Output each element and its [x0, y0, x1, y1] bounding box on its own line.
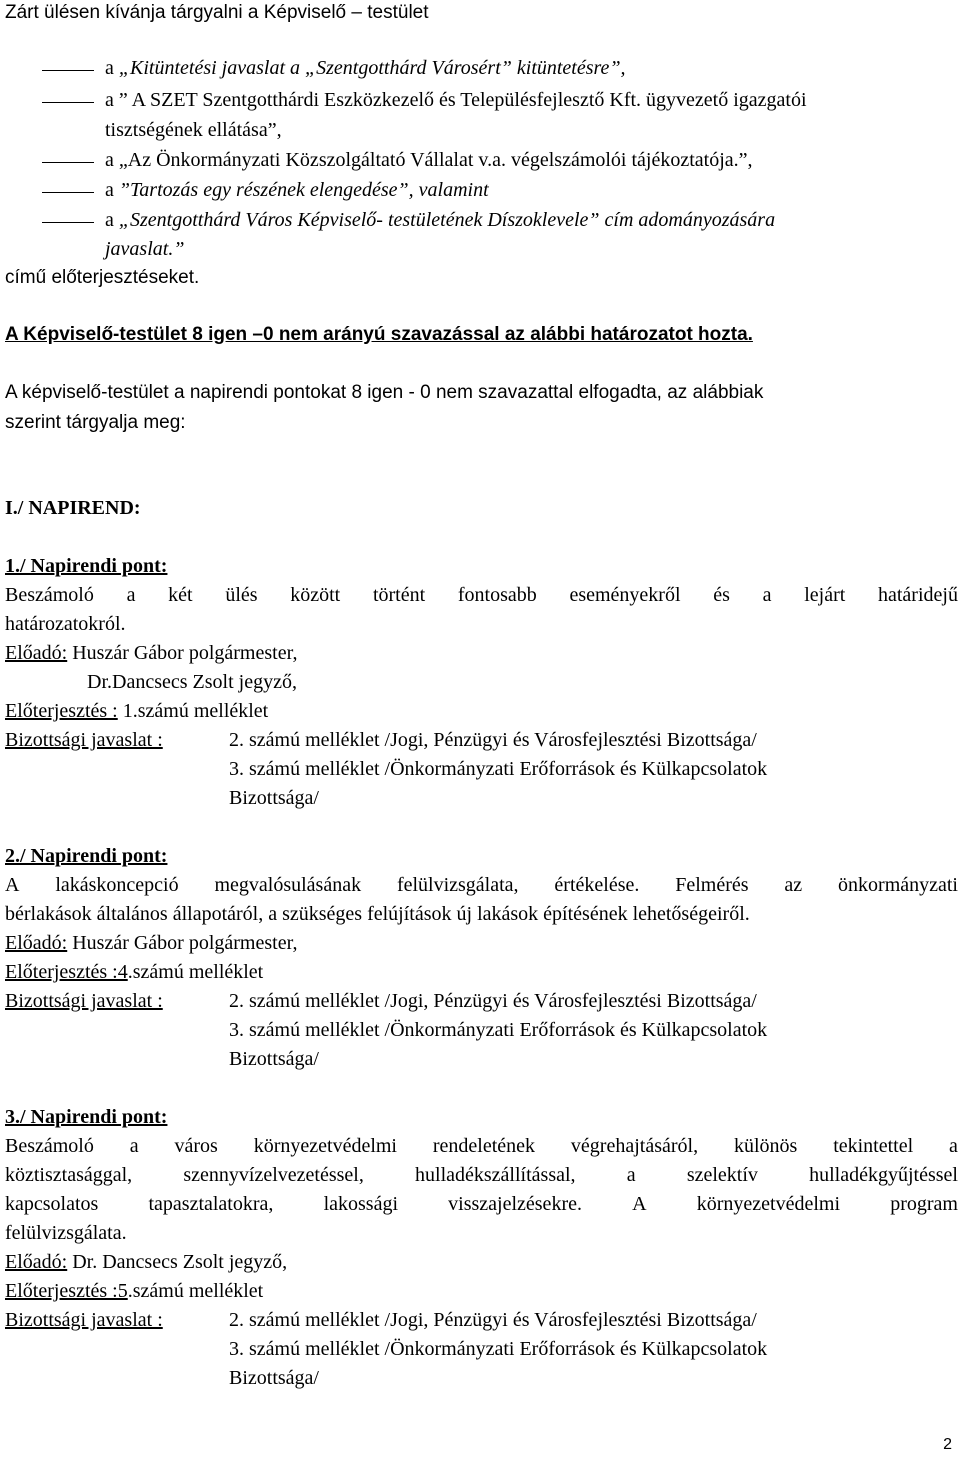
- agenda-decision-line-1: A képviselő-testület a napirendi pontokat 8 igen - 0 nem szavazattal elfogadta, az alábbiak: [5, 382, 764, 403]
- submission-label: Előterjesztés :4: [5, 961, 128, 983]
- closing-line: című előterjesztéseket.: [5, 267, 200, 288]
- agenda-decision-line-2: szerint tárgyalja meg:: [5, 412, 186, 433]
- agenda-point-3-heading-text: 3./ Napirendi pont:: [5, 1106, 168, 1128]
- agenda-point-2-heading: [5, 843, 167, 869]
- presenter-label: Előadó:: [5, 642, 68, 664]
- agenda-point-1-committee-1: 2. számú melléklet /Jogi, Pénzügyi és Városfejlesztési Bizottsága/: [229, 729, 757, 751]
- submission-value: 1.számú melléklet: [117, 700, 269, 722]
- closed-item-4-text: ”Tartozás egy részének elengedése”, valamint: [118, 179, 489, 201]
- agenda-point-1-presenter-2: Dr.Dancsecs Zsolt jegyző,: [87, 671, 297, 693]
- agenda-point-3-committee-1: 2. számú melléklet /Jogi, Pénzügyi és Városfejlesztési Bizottsága/: [229, 1309, 757, 1331]
- list-dash: [42, 102, 94, 103]
- agenda-point-1-committee-2: 3. számú melléklet /Önkormányzati Erőforrások és Külkapcsolatok: [229, 758, 768, 780]
- section-title: I./ NAPIREND:: [5, 497, 141, 519]
- agenda-point-1-subject-1: Beszámoló a két ülés között történt fontosabb eseményekről és a lejárt határidejű: [5, 584, 958, 606]
- closed-item-1: a „Kitüntetési javaslat a „Szentgotthárd Városért” kitüntetésre”,: [105, 57, 626, 79]
- agenda-point-1-subject-2: határozatokról.: [5, 613, 126, 635]
- submission-label: Előterjesztés :: [5, 700, 118, 722]
- submission-value: .számú melléklet: [127, 961, 264, 983]
- agenda-point-3-subject-1: Beszámoló a város környezetvédelmi rendeletének végrehajtásáról, különös tekintettel a: [5, 1135, 958, 1157]
- agenda-point-2-submission: [5, 959, 263, 985]
- agenda-point-3-committee-label: [5, 1307, 163, 1333]
- agenda-point-1-heading: [5, 553, 167, 579]
- agenda-point-3-committee-2: 3. számú melléklet /Önkormányzati Erőforrások és Külkapcsolatok: [229, 1338, 768, 1360]
- list-dash: [42, 162, 94, 163]
- agenda-point-3-subject-4: felülvizsgálata.: [5, 1222, 127, 1244]
- agenda-point-2-presenter: [5, 930, 297, 956]
- agenda-point-1-committee-3: Bizottsága/: [229, 787, 319, 809]
- agenda-point-2-committee-3: Bizottsága/: [229, 1048, 319, 1070]
- closed-item-2: a ” A SZET Szentgotthárdi Eszközkezelő és Településfejlesztő Kft. ügyvezető igazgatói: [105, 89, 807, 111]
- agenda-point-2-subject-2: bérlakások általános állapotáról, a szükséges felújítások új lakások építésének lehetőségeiről.: [5, 903, 750, 925]
- resolution-heading-text: A Képviselő-testület 8 igen –0 nem arányú szavazással az alábbi határozatot hozta.: [5, 324, 753, 345]
- list-dash: [42, 70, 94, 71]
- agenda-point-3-presenter: [5, 1249, 287, 1275]
- closed-item-3-text: „Az Önkormányzati Közszolgáltató Vállalat v.a. végelszámolói tájékoztatója.”,: [118, 149, 753, 171]
- closed-item-4: a ”Tartozás egy részének elengedése”, valamint: [105, 179, 489, 201]
- agenda-point-2-subject-1: A lakáskoncepció megvalósulásának felülvizsgálata, értékelése. Felmérés az önkormányzati: [5, 874, 958, 896]
- agenda-point-1-submission: [5, 698, 268, 724]
- committee-label-text: Bizottsági javaslat :: [5, 990, 163, 1012]
- agenda-point-3-subject-2: köztisztasággal, szennyvízelvezetéssel, hulladékszállítással, a szelektív hulladékgyűjtéssel: [5, 1164, 958, 1186]
- list-dash: [42, 222, 94, 223]
- list-dash: [42, 192, 94, 193]
- closed-item-2-text: ” A SZET Szentgotthárdi Eszközkezelő és Településfejlesztő Kft. ügyvezető igazgatói: [118, 89, 807, 111]
- agenda-point-1-presenter: [5, 640, 297, 666]
- closed-item-1-text: „Kitüntetési javaslat a „Szentgotthárd Városért” kitüntetésre”,: [118, 57, 626, 79]
- agenda-point-2-committee-1: 2. számú melléklet /Jogi, Pénzügyi és Városfejlesztési Bizottsága/: [229, 990, 757, 1012]
- resolution-heading: [5, 322, 753, 348]
- closed-item-3: a „Az Önkormányzati Közszolgáltató Vállalat v.a. végelszámolói tájékoztatója.”,: [105, 149, 753, 171]
- agenda-point-3-committee-3: Bizottsága/: [229, 1367, 319, 1389]
- intro-line: Zárt ülésen kívánja tárgyalni a Képviselő – testület: [5, 2, 429, 23]
- agenda-point-3-subject-3: kapcsolatos tapasztalatokra, lakossági visszajelzésekre. A környezetvédelmi program: [5, 1193, 958, 1215]
- presenter-label: Előadó:: [5, 1251, 68, 1273]
- presenter-name: Huszár Gábor polgármester,: [67, 932, 298, 954]
- closed-item-5: a „Szentgotthárd Város Képviselő- testületének Díszoklevele” cím adományozására: [105, 209, 776, 231]
- agenda-point-1-heading-text: 1./ Napirendi pont:: [5, 555, 168, 577]
- submission-value: .számú melléklet: [127, 1280, 264, 1302]
- agenda-point-3-heading: [5, 1104, 167, 1130]
- agenda-point-2-committee-label: [5, 988, 163, 1014]
- presenter-name: Huszár Gábor polgármester,: [67, 642, 298, 664]
- agenda-point-1-committee-label: [5, 727, 163, 753]
- agenda-point-2-heading-text: 2./ Napirendi pont:: [5, 845, 168, 867]
- presenter-label: Előadó:: [5, 932, 68, 954]
- committee-label-text: Bizottsági javaslat :: [5, 729, 163, 751]
- closed-item-5-cont: [105, 236, 184, 262]
- agenda-point-3-submission: [5, 1278, 263, 1304]
- committee-label-text: Bizottsági javaslat :: [5, 1309, 163, 1331]
- agenda-point-2-committee-2: 3. számú melléklet /Önkormányzati Erőforrások és Külkapcsolatok: [229, 1019, 768, 1041]
- presenter-name: Dr. Dancsecs Zsolt jegyző,: [67, 1251, 288, 1273]
- page-number: 2: [943, 1436, 952, 1453]
- closed-item-5-text: „Szentgotthárd Város Képviselő- testületének Díszoklevele” cím adományozására: [118, 209, 776, 231]
- closed-item-5-cont-text: javaslat.”: [105, 238, 185, 260]
- submission-label: Előterjesztés :5: [5, 1280, 128, 1302]
- closed-item-2-cont: tisztségének ellátása”,: [105, 119, 282, 141]
